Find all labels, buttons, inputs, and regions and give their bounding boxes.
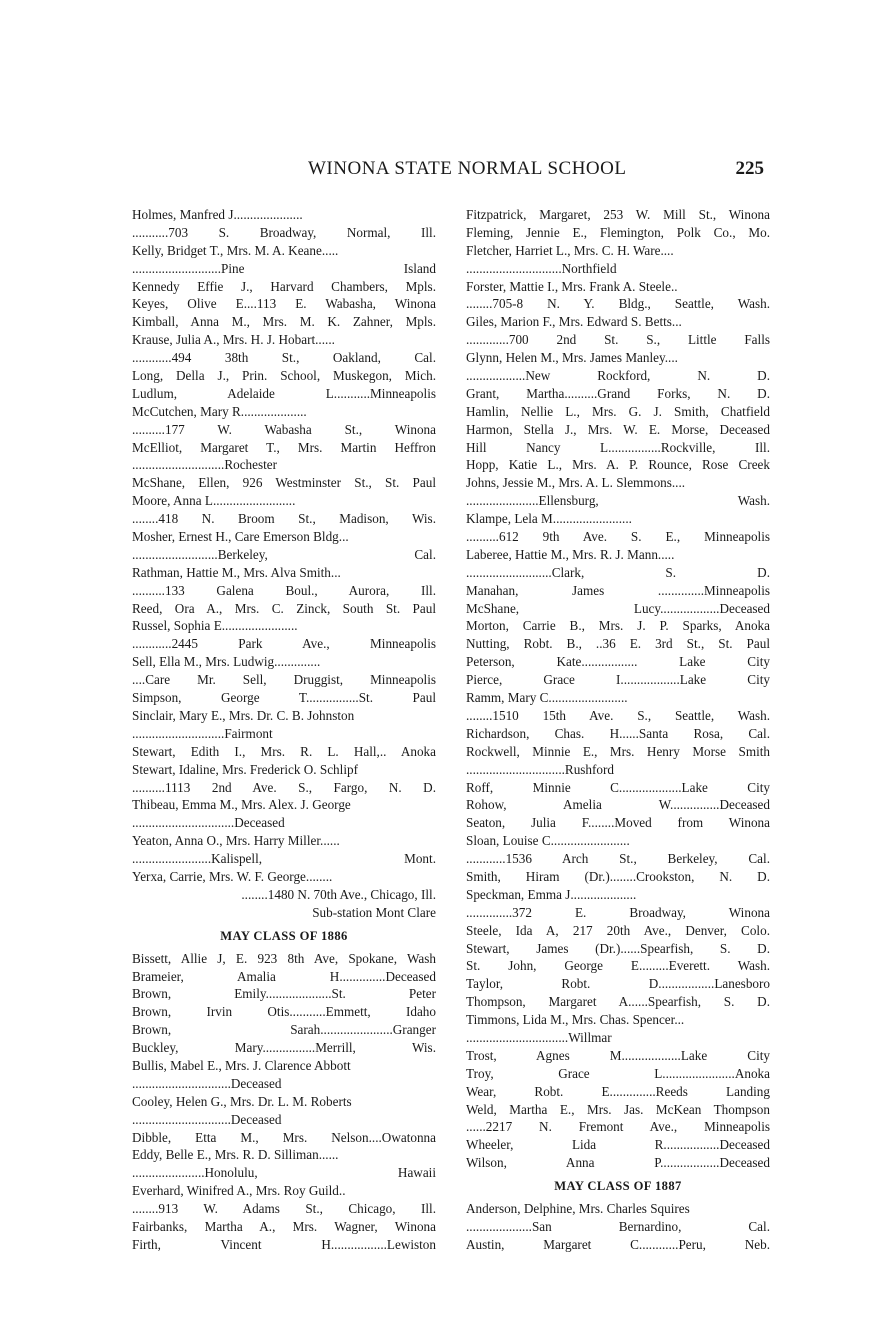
directory-line: ..........................Berkeley, Cal. xyxy=(132,546,436,562)
directory-line: Timmons, Lida M., Mrs. Chas. Spencer... xyxy=(466,1012,685,1028)
directory-line: Thompson, Margaret A......Spearfish, S. D. xyxy=(466,994,770,1010)
directory-line: Brown, Emily....................St. Peter xyxy=(132,986,436,1002)
directory-line: Moore, Anna L......................... xyxy=(132,493,296,509)
directory-line: Ramm, Mary C........................ xyxy=(466,690,628,706)
directory-line: Smith, Hiram (Dr.)........Crookston, N. D. xyxy=(466,868,770,884)
directory-line: ............1536 Arch St., Berkeley, Cal. xyxy=(466,851,770,867)
directory-line: Buckley, Mary................Merrill, Wis. xyxy=(132,1040,436,1056)
directory-line: Pierce, Grace I..................Lake City xyxy=(466,672,770,688)
directory-line: ......................Ellensburg, Wash. xyxy=(466,493,770,509)
directory-line: Wear, Robt. E..............Reeds Landing xyxy=(466,1083,770,1099)
directory-line: Sell, Ella M., Mrs. Ludwig.............. xyxy=(132,654,321,670)
directory-line: Sloan, Louise C........................ xyxy=(466,833,630,849)
directory-line: Speckman, Emma J.................... xyxy=(466,886,637,902)
directory-line: Klampe, Lela M........................ xyxy=(466,511,632,527)
directory-line: ..........................Clark, S. D. xyxy=(466,564,770,580)
directory-line: Giles, Marion F., Mrs. Edward S. Betts... xyxy=(466,314,682,330)
directory-line: ......................Honolulu, Hawaii xyxy=(132,1165,436,1181)
directory-line: Johns, Jessie M., Mrs. A. L. Slemmons.... xyxy=(466,475,686,491)
directory-line: Fitzpatrick, Margaret, 253 W. Mill St., Winona xyxy=(466,207,770,222)
directory-line: Trost, Agnes M..................Lake City xyxy=(466,1047,770,1063)
directory-line: Russel, Sophia E....................... xyxy=(132,618,298,634)
directory-line: Laberee, Hattie M., Mrs. R. J. Mann..... xyxy=(466,546,675,562)
directory-line: Harmon, Stella J., Mrs. W. E. Morse, Deceased xyxy=(466,421,770,437)
directory-line: Stewart, Idaline, Mrs. Frederick O. Schlipf xyxy=(132,761,358,777)
directory-line: Firth, Vincent H.................Lewiston xyxy=(132,1236,436,1252)
directory-line: Holmes, Manfred J..................... xyxy=(132,207,303,222)
directory-line: McElliot, Margaret T., Mrs. Martin Heffron xyxy=(132,439,436,455)
directory-line: McShane, Ellen, 926 Westminster St., St. Paul xyxy=(132,475,436,491)
directory-line: ........418 N. Broom St., Madison, Wis. xyxy=(132,511,436,527)
directory-line: ..........177 W. Wabasha St., Winona xyxy=(132,421,436,437)
directory-line: Keyes, Olive E....113 E. Wabasha, Winona xyxy=(132,296,436,312)
directory-line: Richardson, Chas. H......Santa Rosa, Cal. xyxy=(466,725,770,741)
directory-line: Long, Della J., Prin. School, Muskegon, Mich. xyxy=(132,368,436,384)
directory-line: .............700 2nd St. S., Little Falls xyxy=(466,332,770,348)
directory-line: ..............................Deceased xyxy=(132,1111,282,1127)
directory-line: Sub-station Mont Clare xyxy=(312,904,436,920)
directory-line: Morton, Carrie B., Mrs. J. P. Sparks, Anoka xyxy=(466,618,770,634)
directory-line: ...........703 S. Broadway, Normal, Ill. xyxy=(132,224,436,240)
directory-line: Peterson, Kate................. Lake City xyxy=(466,654,770,670)
directory-line: ........1510 15th Ave. S., Seattle, Wash. xyxy=(466,707,770,723)
section-heading: MAY CLASS OF 1886 xyxy=(220,928,348,943)
left-column xyxy=(132,206,436,1254)
directory-line: Wheeler, Lida R.................Deceased xyxy=(466,1137,770,1153)
directory-line: ........................Kalispell, Mont. xyxy=(132,851,436,867)
directory-line: Wilson, Anna P..................Deceased xyxy=(466,1155,770,1171)
directory-line: ............494 38th St., Oakland, Cal. xyxy=(132,350,436,366)
directory-line: Rathman, Hattie M., Mrs. Alva Smith... xyxy=(132,564,341,580)
directory-line: ........913 W. Adams St., Chicago, Ill. xyxy=(132,1201,436,1217)
directory-line: ....................San Bernardino, Cal. xyxy=(466,1218,770,1234)
directory-line: Bissett, Allie J, E. 923 8th Ave, Spokane, Wash xyxy=(132,950,436,966)
directory-line: Fairbanks, Martha A., Mrs. Wagner, Winona xyxy=(132,1218,436,1234)
directory-line: Dibble, Etta M., Mrs. Nelson....Owatonna xyxy=(132,1129,436,1145)
directory-line: Ludlum, Adelaide L...........Minneapolis xyxy=(132,385,436,401)
directory-line: Manahan, James ..............Minneapolis xyxy=(466,582,770,598)
directory-line: Yeaton, Anna O., Mrs. Harry Miller...... xyxy=(132,833,340,849)
directory-line: ....Care Mr. Sell, Druggist, Minneapolis xyxy=(132,672,436,688)
directory-line: Reed, Ora A., Mrs. C. Zinck, South St. Paul xyxy=(132,600,436,616)
directory-line: ..............372 E. Broadway, Winona xyxy=(466,904,770,920)
running-title: WINONA STATE NORMAL SCHOOL xyxy=(308,158,627,179)
directory-line: Stewart, James (Dr.)......Spearfish, S. D. xyxy=(466,940,770,956)
directory-line: Stewart, Edith I., Mrs. R. L. Hall,.. Anoka xyxy=(132,743,436,759)
directory-line: Roff, Minnie C...................Lake City xyxy=(466,779,770,795)
directory-line: ..............................Rushford xyxy=(466,761,614,777)
directory-line: Hamlin, Nellie L., Mrs. G. J. Smith, Chatfield xyxy=(466,403,770,419)
directory-line: Troy, Grace L......................Anoka xyxy=(466,1065,770,1081)
directory-line: Steele, Ida A, 217 20th Ave., Denver, Colo. xyxy=(466,922,770,938)
directory-line: Taylor, Robt. D.................Lanesboro xyxy=(466,976,770,992)
section-heading: MAY CLASS OF 1887 xyxy=(554,1179,682,1194)
directory-line: Brameier, Amalia H..............Deceased xyxy=(132,968,436,984)
directory-line: Cooley, Helen G., Mrs. Dr. L. M. Roberts xyxy=(132,1093,352,1109)
directory-line: Everhard, Winifred A., Mrs. Roy Guild.. xyxy=(132,1183,346,1199)
directory-line: ............................Fairmont xyxy=(132,725,273,741)
directory-line: Grant, Martha..........Grand Forks, N. D. xyxy=(466,385,770,401)
directory-line: Eddy, Belle E., Mrs. R. D. Silliman...... xyxy=(132,1147,339,1163)
directory-line: ...............................Willmar xyxy=(466,1029,612,1045)
directory-line: Fletcher, Harriet L., Mrs. C. H. Ware.... xyxy=(466,242,674,258)
directory-line: Rohow, Amelia W...............Deceased xyxy=(466,797,770,813)
directory-line: Bullis, Mabel E., Mrs. J. Clarence Abbott xyxy=(132,1057,351,1073)
directory-line: Fleming, Jennie E., Flemington, Polk Co., Mo. xyxy=(466,224,770,240)
directory-line: Thibeau, Emma M., Mrs. Alex. J. George xyxy=(132,797,351,813)
directory-line: ..........133 Galena Boul., Aurora, Ill. xyxy=(132,582,436,598)
directory-line: Hopp, Katie L., Mrs. A. P. Rounce, Rose Creek xyxy=(466,457,770,473)
directory-line: ...............................Deceased xyxy=(132,815,285,831)
directory-line: ......2217 N. Fremont Ave., Minneapolis xyxy=(466,1119,770,1135)
directory-line: Weld, Martha E., Mrs. Jas. McKean Thompson xyxy=(466,1101,770,1117)
directory-line: Hill Nancy L................Rockville, Ill. xyxy=(466,439,770,455)
directory-line: Seaton, Julia F........Moved from Winona xyxy=(466,815,770,831)
directory-line: Yerxa, Carrie, Mrs. W. F. George........ xyxy=(132,868,333,884)
directory-line: ..........1113 2nd Ave. S., Fargo, N. D. xyxy=(132,779,436,795)
directory-line: Forster, Mattie I., Mrs. Frank A. Steele.. xyxy=(466,278,678,294)
directory-line: Brown, Sarah......................Granger xyxy=(132,1022,436,1038)
directory-line: ............................Rochester xyxy=(132,457,278,473)
directory-line: ..................New Rockford, N. D. xyxy=(466,368,770,384)
directory-line: Krause, Julia A., Mrs. H. J. Hobart...... xyxy=(132,332,335,348)
directory-line: Simpson, George T................St. Paul xyxy=(132,690,436,706)
directory-line: Anderson, Delphine, Mrs. Charles Squires xyxy=(466,1201,690,1217)
running-header xyxy=(132,158,764,186)
directory-line: Kennedy Effie J., Harvard Chambers, Mpls. xyxy=(132,278,436,294)
directory-line: ..............................Deceased xyxy=(132,1075,282,1091)
directory-line: .............................Northfield xyxy=(466,260,617,276)
directory-line: Kelly, Bridget T., Mrs. M. A. Keane..... xyxy=(132,242,339,258)
directory-line: ...........................Pine Island xyxy=(132,260,436,276)
right-column xyxy=(466,206,770,1254)
directory-line: McShane, Lucy..................Deceased xyxy=(466,600,770,616)
directory-line: McCutchen, Mary R.................... xyxy=(132,403,307,419)
page-number: 225 xyxy=(735,158,764,179)
directory-line: St. John, George E.........Everett. Wash. xyxy=(466,958,770,974)
directory-line: ........705-8 N. Y. Bldg., Seattle, Wash. xyxy=(466,296,770,312)
directory-line: ........1480 N. 70th Ave., Chicago, Ill. xyxy=(241,886,436,902)
directory-line: Rockwell, Minnie E., Mrs. Henry Morse Smith xyxy=(466,743,770,759)
directory-line: Kimball, Anna M., Mrs. M. K. Zahner, Mpls. xyxy=(132,314,436,330)
directory-line: Glynn, Helen M., Mrs. James Manley.... xyxy=(466,350,678,366)
directory-line: Brown, Irvin Otis...........Emmett, Idaho xyxy=(132,1004,436,1020)
directory-line: Nutting, Robt. B., ..36 E. 3rd St., St. Paul xyxy=(466,636,770,652)
directory-line: ............2445 Park Ave., Minneapolis xyxy=(132,636,436,652)
directory-line: ..........612 9th Ave. S. E., Minneapolis xyxy=(466,529,770,545)
directory-line: Austin, Margaret C............Peru, Neb. xyxy=(466,1236,770,1252)
directory-line: Sinclair, Mary E., Mrs. Dr. C. B. Johnston xyxy=(132,707,355,723)
directory-line: Mosher, Ernest H., Care Emerson Bldg... xyxy=(132,529,349,545)
